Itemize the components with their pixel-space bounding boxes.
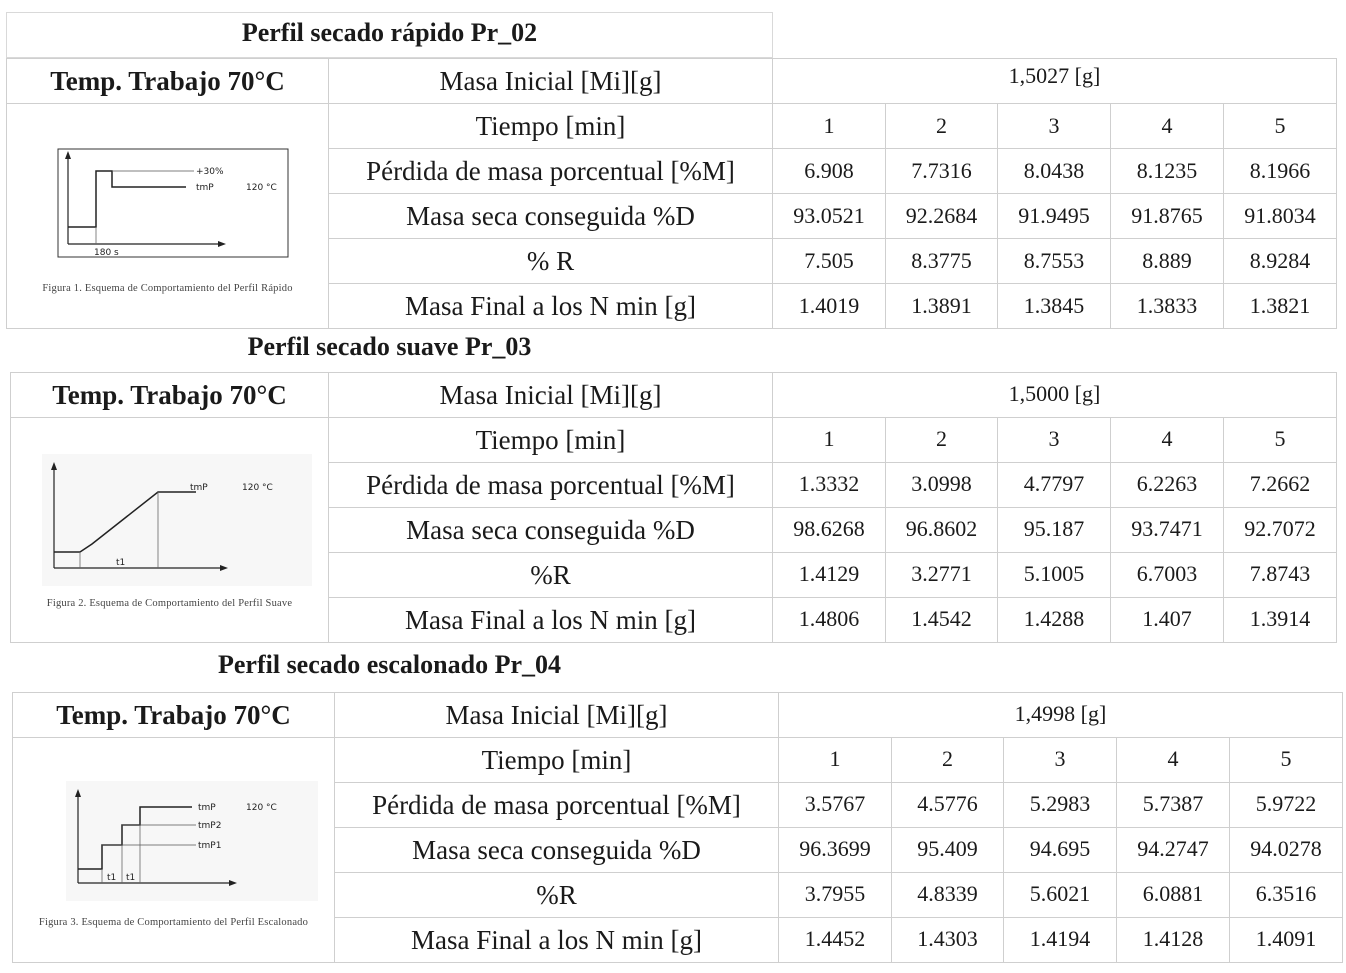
cell-value: 2 bbox=[886, 104, 998, 149]
cell-value: 6.908 bbox=[773, 149, 886, 194]
cell-value: 1.3891 bbox=[886, 284, 998, 329]
time-label: t1 bbox=[125, 872, 135, 883]
row-label: Pérdida de masa porcentual [%M] bbox=[335, 783, 779, 828]
cell-value: 94.2747 bbox=[1117, 828, 1230, 873]
cell-value: 4 bbox=[1111, 418, 1224, 463]
cell-value: 8.9284 bbox=[1224, 239, 1337, 284]
tmp1-label: tmP1 bbox=[197, 840, 221, 851]
tmp-label: tmP bbox=[195, 182, 214, 193]
cell-value: 5.2983 bbox=[1004, 783, 1117, 828]
temp-label: Temp. Trabajo 70°C bbox=[7, 59, 329, 104]
cell-value: 8.0438 bbox=[998, 149, 1111, 194]
cell-value: 1.4019 bbox=[773, 284, 886, 329]
temperature-label: 120 °C bbox=[245, 182, 277, 193]
cell-value: 1.4452 bbox=[779, 918, 892, 963]
row-label: Tiempo [min] bbox=[335, 738, 779, 783]
cell-value: 5.7387 bbox=[1117, 783, 1230, 828]
cell-value: 8.3775 bbox=[886, 239, 998, 284]
cell-value: 3 bbox=[1004, 738, 1117, 783]
time-label: t1 bbox=[106, 872, 116, 883]
cell-value: 4.5776 bbox=[892, 783, 1004, 828]
cell-value: 1.407 bbox=[1111, 598, 1224, 643]
data-table-escalonado bbox=[12, 692, 1343, 963]
cell-value: 4 bbox=[1117, 738, 1230, 783]
cell-value: 1.3332 bbox=[773, 463, 886, 508]
cell-value: 1.4194 bbox=[1004, 918, 1117, 963]
row-label: %R bbox=[329, 553, 773, 598]
cell-value: 1 bbox=[773, 418, 886, 463]
cell-value: 3 bbox=[998, 418, 1111, 463]
cell-value: 1.4128 bbox=[1117, 918, 1230, 963]
cell-value: 8.889 bbox=[1111, 239, 1224, 284]
cell-value: 6.3516 bbox=[1230, 873, 1343, 918]
cell-value: 5 bbox=[1230, 738, 1343, 783]
cell-value: 6.0881 bbox=[1117, 873, 1230, 918]
cell-value: 3.0998 bbox=[886, 463, 998, 508]
section-title: Perfil secado suave Pr_03 bbox=[247, 332, 532, 361]
cell-value: 93.7471 bbox=[1111, 508, 1224, 553]
cell-value: 8.1235 bbox=[1111, 149, 1224, 194]
cell-value: 91.9495 bbox=[998, 194, 1111, 239]
cell-value: 7.7316 bbox=[886, 149, 998, 194]
figure-caption: Figura 2. Esquema de Comportamiento del Perfil Suave bbox=[46, 597, 293, 609]
figure-cell bbox=[7, 104, 329, 329]
cell-value: 1.4288 bbox=[998, 598, 1111, 643]
temperature-label: 120 °C bbox=[241, 482, 273, 493]
figure-cell bbox=[13, 738, 335, 963]
figure-escalonado bbox=[19, 773, 329, 928]
row-label: %R bbox=[335, 873, 779, 918]
profile-rapido-diagram bbox=[18, 139, 318, 279]
row-label: Pérdida de masa porcentual [%M] bbox=[329, 149, 773, 194]
row-label: Masa seca conseguida %D bbox=[335, 828, 779, 873]
cell-value: 7.8743 bbox=[1224, 553, 1337, 598]
figure-suave bbox=[15, 452, 325, 609]
cell-value: 98.6268 bbox=[773, 508, 886, 553]
figure-caption: Figura 1. Esquema de Comportamiento del Perfil Rápido bbox=[42, 282, 293, 294]
cell-value: 3.2771 bbox=[886, 553, 998, 598]
cell-value: 94.695 bbox=[1004, 828, 1117, 873]
cell-value: 1.3914 bbox=[1224, 598, 1337, 643]
figure-rapido bbox=[13, 139, 323, 294]
profile-suave-diagram bbox=[20, 452, 320, 594]
data-table-suave bbox=[10, 372, 1337, 643]
row-label: Pérdida de masa porcentual [%M] bbox=[329, 463, 773, 508]
section-title: Perfil secado escalonado Pr_04 bbox=[218, 650, 561, 679]
section-title: Perfil secado rápido Pr_02 bbox=[241, 18, 538, 47]
cell-value: 96.3699 bbox=[779, 828, 892, 873]
cell-value: 5.1005 bbox=[998, 553, 1111, 598]
row-label: Masa seca conseguida %D bbox=[329, 194, 773, 239]
cell-value: 8.7553 bbox=[998, 239, 1111, 284]
plus30-label: +30% bbox=[195, 166, 224, 177]
cell-value: 6.2263 bbox=[1111, 463, 1224, 508]
figure-caption: Figura 3. Esquema de Comportamiento del Perfil Escalonado bbox=[38, 916, 309, 928]
cell-value: 7.2662 bbox=[1224, 463, 1337, 508]
cell-value: 91.8765 bbox=[1111, 194, 1224, 239]
cell-value: 2 bbox=[892, 738, 1004, 783]
cell-value: 95.187 bbox=[998, 508, 1111, 553]
masa-inicial-value: 1,5000 [g] bbox=[773, 373, 1337, 418]
cell-value: 1.3833 bbox=[1111, 284, 1224, 329]
row-label: Masa Final a los N min [g] bbox=[329, 284, 773, 329]
tmp-label: tmP bbox=[189, 482, 208, 493]
cell-value: 2 bbox=[886, 418, 998, 463]
row-label: Masa seca conseguida %D bbox=[329, 508, 773, 553]
cell-value: 1.3821 bbox=[1224, 284, 1337, 329]
masa-inicial-label: Masa Inicial [Mi][g] bbox=[329, 59, 773, 104]
cell-value: 3 bbox=[998, 104, 1111, 149]
cell-value: 6.7003 bbox=[1111, 553, 1224, 598]
cell-value: 92.2684 bbox=[886, 194, 998, 239]
row-label: % R bbox=[329, 239, 773, 284]
cell-value: 4 bbox=[1111, 104, 1224, 149]
cell-value: 5 bbox=[1224, 418, 1337, 463]
tmp2-label: tmP2 bbox=[197, 820, 221, 831]
cell-value: 1.4303 bbox=[892, 918, 1004, 963]
cell-value: 1.4091 bbox=[1230, 918, 1343, 963]
cell-value: 1.4542 bbox=[886, 598, 998, 643]
row-label: Tiempo [min] bbox=[329, 104, 773, 149]
tmp-label: tmP bbox=[197, 802, 216, 813]
cell-value: 4.8339 bbox=[892, 873, 1004, 918]
cell-value: 93.0521 bbox=[773, 194, 886, 239]
time-label: t1 bbox=[115, 557, 125, 568]
masa-inicial-value: 1,4998 [g] bbox=[779, 693, 1343, 738]
temp-label: Temp. Trabajo 70°C bbox=[11, 373, 329, 418]
cell-value: 7.505 bbox=[773, 239, 886, 284]
cell-value: 1 bbox=[773, 104, 886, 149]
masa-inicial-label: Masa Inicial [Mi][g] bbox=[329, 373, 773, 418]
masa-inicial-label: Masa Inicial [Mi][g] bbox=[335, 693, 779, 738]
cell-value: 1 bbox=[779, 738, 892, 783]
figure-cell bbox=[11, 418, 329, 643]
cell-value: 4.7797 bbox=[998, 463, 1111, 508]
temp-label: Temp. Trabajo 70°C bbox=[13, 693, 335, 738]
row-label: Tiempo [min] bbox=[329, 418, 773, 463]
cell-value: 92.7072 bbox=[1224, 508, 1337, 553]
cell-value: 8.1966 bbox=[1224, 149, 1337, 194]
cell-value: 91.8034 bbox=[1224, 194, 1337, 239]
cell-value: 95.409 bbox=[892, 828, 1004, 873]
cell-value: 5.6021 bbox=[1004, 873, 1117, 918]
cell-value: 94.0278 bbox=[1230, 828, 1343, 873]
cell-value: 3.7955 bbox=[779, 873, 892, 918]
cell-value: 1.4806 bbox=[773, 598, 886, 643]
cell-value: 5 bbox=[1224, 104, 1337, 149]
cell-value: 3.5767 bbox=[779, 783, 892, 828]
row-label: Masa Final a los N min [g] bbox=[335, 918, 779, 963]
temperature-label: 120 °C bbox=[245, 802, 277, 813]
profile-escalonado-diagram bbox=[24, 773, 324, 913]
masa-inicial-value: 1,5027 [g] bbox=[773, 59, 1337, 104]
cell-value: 5.9722 bbox=[1230, 783, 1343, 828]
cell-value: 1.3845 bbox=[998, 284, 1111, 329]
cell-value: 96.8602 bbox=[886, 508, 998, 553]
time-label: 180 s bbox=[93, 247, 119, 258]
cell-value: 1.4129 bbox=[773, 553, 886, 598]
row-label: Masa Final a los N min [g] bbox=[329, 598, 773, 643]
data-table-rapido bbox=[6, 58, 1337, 329]
